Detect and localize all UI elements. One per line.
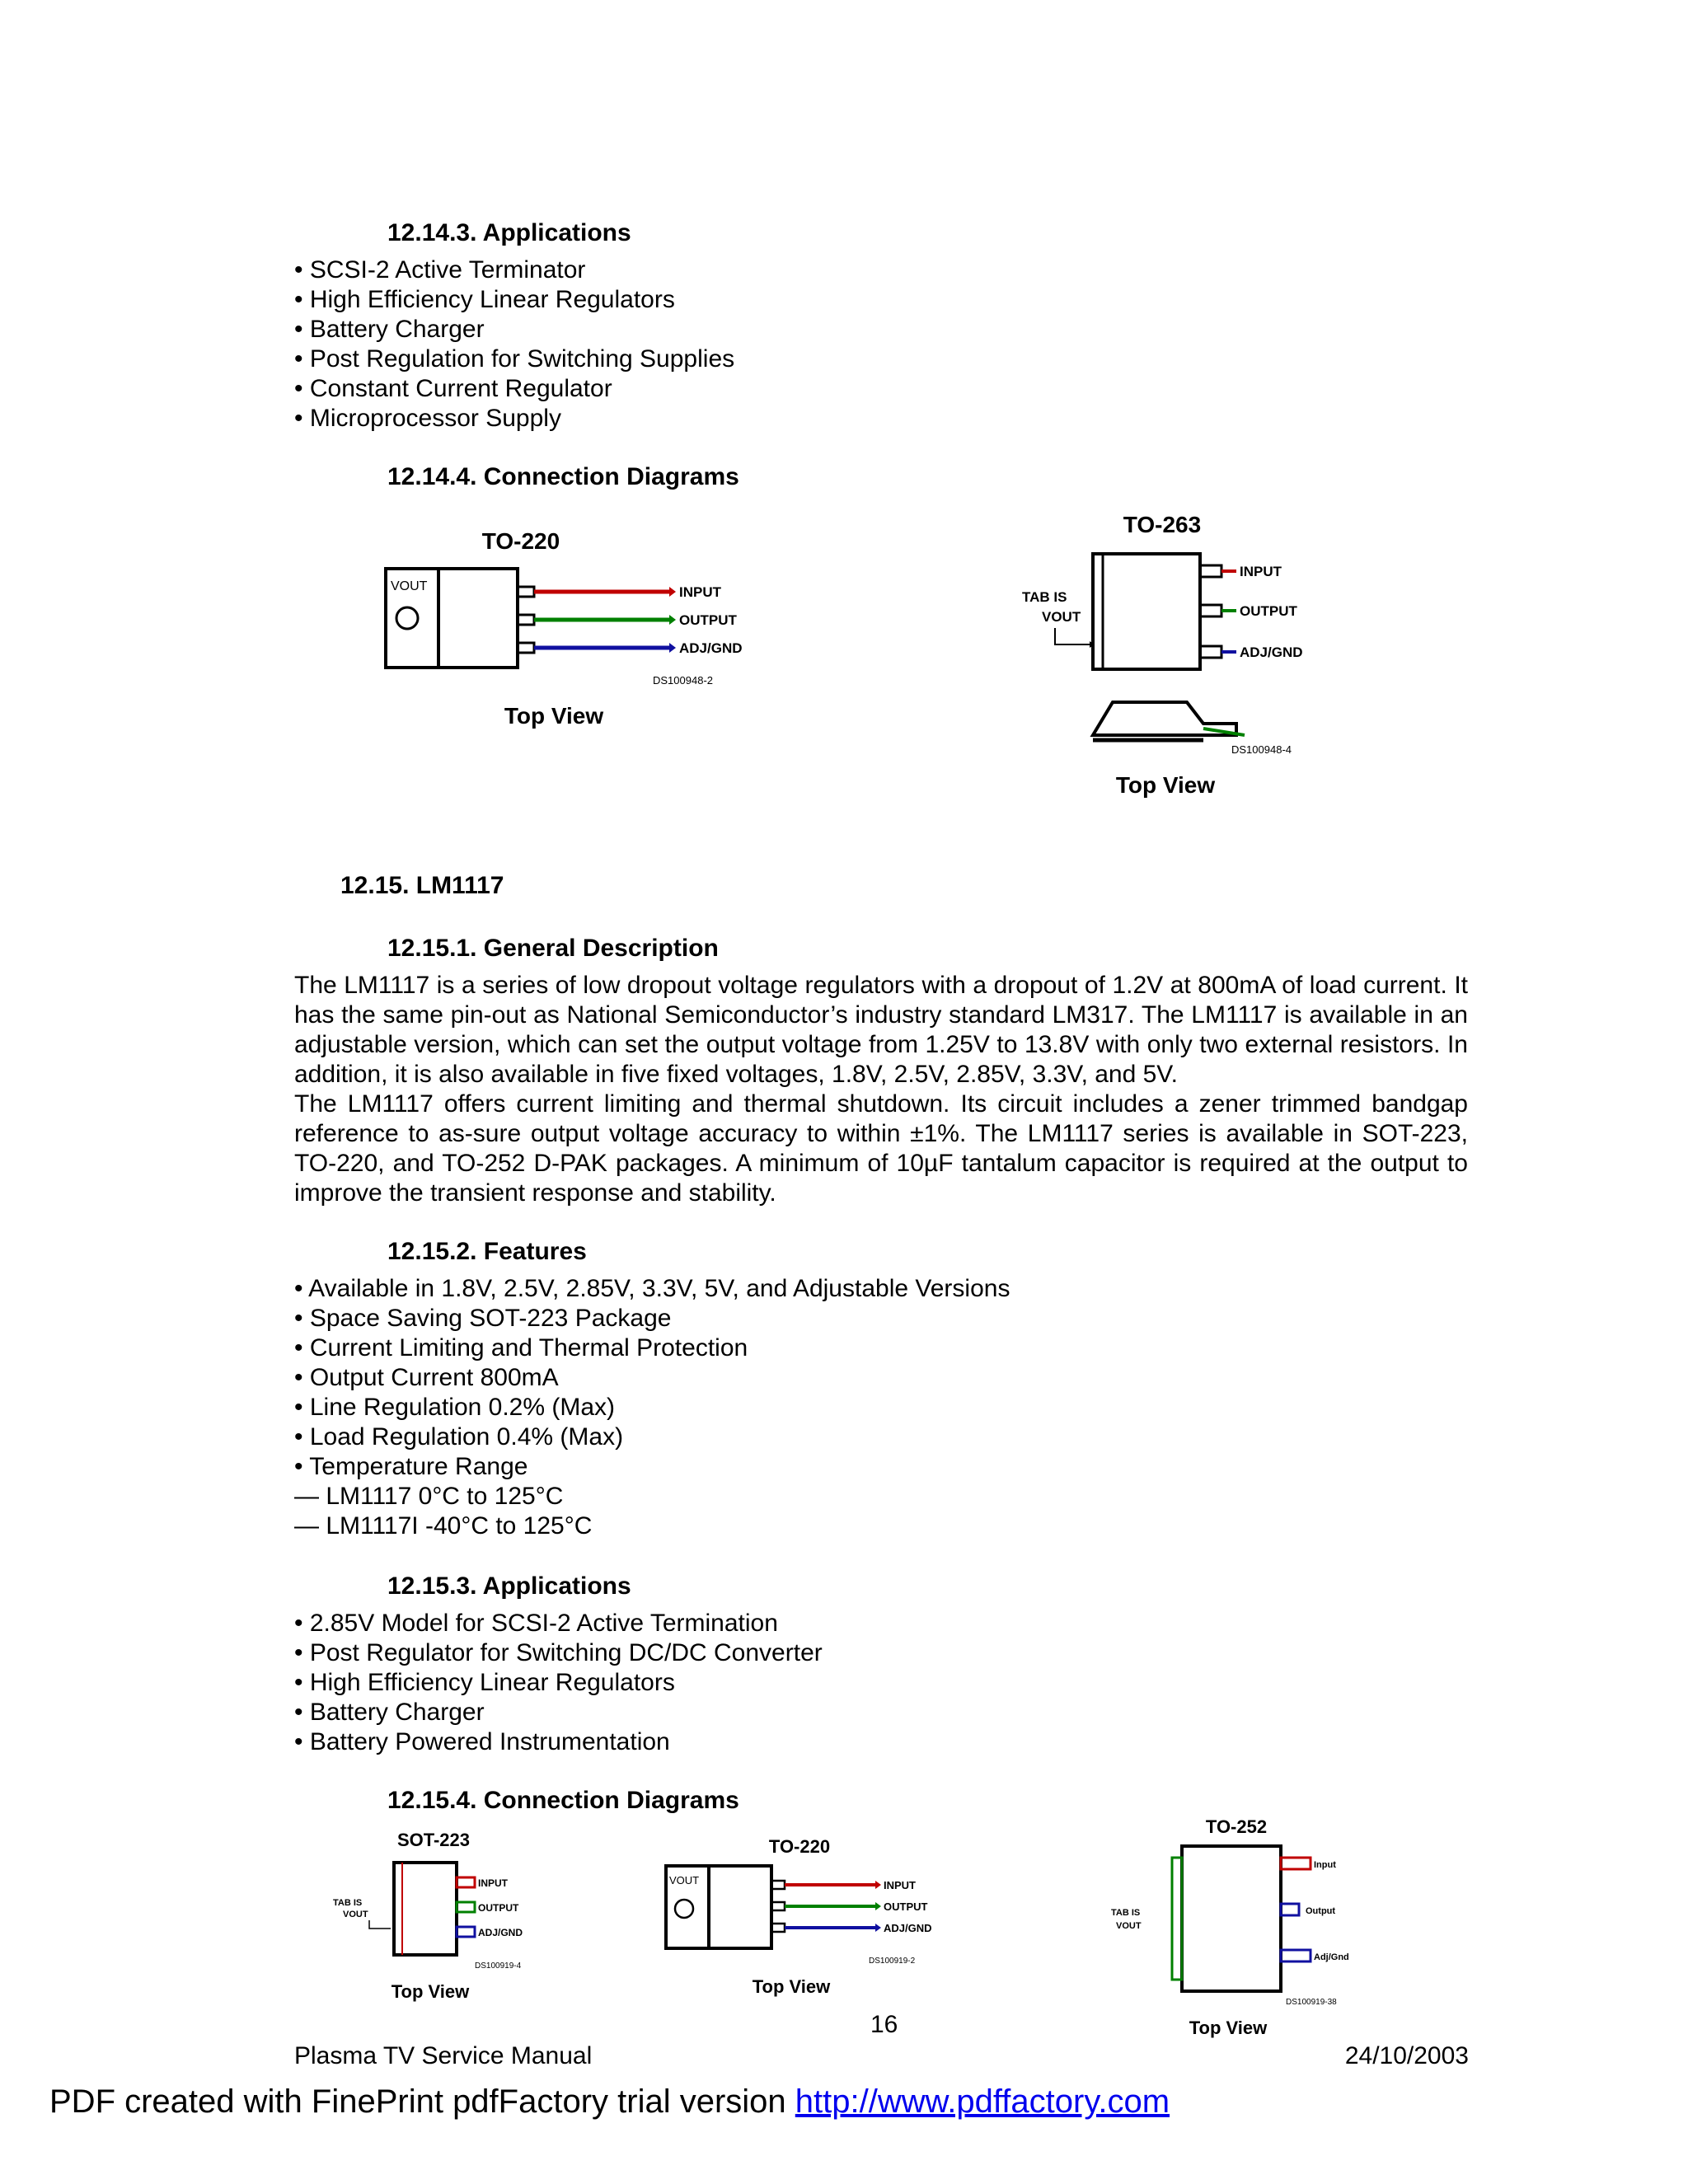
pin-label: Adj/Gnd xyxy=(1314,1952,1349,1962)
pin-label: ADJ/GND xyxy=(478,1927,523,1938)
to263-side-profile xyxy=(1093,702,1245,740)
pin-label: OUTPUT xyxy=(478,1902,519,1914)
applications-list-12-15-3 xyxy=(294,1609,823,1757)
list-item: • Line Regulation 0.2% (Max) xyxy=(294,1394,616,1421)
list-item: • 2.85V Model for SCSI-2 Active Termination xyxy=(294,1610,778,1637)
list-item: — LM1117 0°C to 125°C xyxy=(294,1483,564,1510)
footer-right: 24/10/2003 xyxy=(1344,2042,1469,2069)
pin-label: ADJ/GND xyxy=(884,1922,932,1934)
to220-pin-output xyxy=(518,615,676,625)
to220-tab-label: VOUT xyxy=(391,579,428,593)
tab-label: TAB IS xyxy=(1111,1908,1141,1918)
to252-title: TO-252 xyxy=(1205,1816,1268,1837)
to263-body xyxy=(1093,554,1200,669)
top-view-caption: Top View xyxy=(391,1981,470,2002)
to220-pin-input xyxy=(518,587,676,597)
drawing-code: DS100919-2 xyxy=(869,1957,916,1966)
tab-label: TAB IS xyxy=(333,1898,363,1908)
pin-label: INPUT xyxy=(884,1879,916,1891)
pin-label: OUTPUT xyxy=(884,1900,928,1913)
list-item: • Post Regulator for Switching DC/DC Converter xyxy=(294,1639,823,1666)
pin-label: INPUT xyxy=(1240,564,1282,579)
list-item: • Post Regulation for Switching Supplies xyxy=(294,345,735,373)
heading-12-15-4: 12.15.4. Connection Diagrams xyxy=(387,1787,739,1814)
to252-pin-input xyxy=(1281,1858,1311,1869)
list-item: • Constant Current Regulator xyxy=(294,375,612,402)
top-view-caption: Top View xyxy=(1189,2018,1268,2038)
paragraph: The LM1117 offers current limiting and thermal shutdown. Its circuit includes a zener trimmed bandgap reference to as-sure output voltage accuracy to within ±1%. The LM1117 series is available in SOT-223, TO-220, and TO-252 D-PAK packages. A minimum of 10µF tantalum capacitor is required at the output to improve the transient response and stability. xyxy=(294,1090,1468,1207)
top-view-caption: Top View xyxy=(752,1976,831,1997)
to220-pin-input xyxy=(771,1881,881,1889)
list-item: — LM1117I -40°C to 125°C xyxy=(294,1512,593,1540)
to220-tab-label: VOUT xyxy=(669,1874,700,1886)
sot223-pin-output xyxy=(457,1902,475,1912)
heading-12-15-2: 12.15.2. Features xyxy=(387,1238,587,1265)
list-item: • Available in 1.8V, 2.5V, 2.85V, 3.3V, 5V, and Adjustable Versions xyxy=(294,1275,1010,1302)
to220-title: TO-220 xyxy=(768,1836,831,1857)
list-item: • Temperature Range xyxy=(294,1453,528,1480)
list-item: • Current Limiting and Thermal Protection xyxy=(294,1334,748,1361)
footer-left: Plasma TV Service Manual xyxy=(294,2042,593,2069)
list-item: • Battery Charger xyxy=(294,1699,485,1726)
to220-pin-adj xyxy=(771,1924,881,1932)
top-view-caption: Top View xyxy=(1115,772,1216,798)
drawing-code: DS100919-4 xyxy=(475,1961,522,1971)
to263-pin-output xyxy=(1200,605,1236,616)
tab-label: VOUT xyxy=(1116,1921,1142,1931)
to220-diagram-lower xyxy=(659,1833,956,2006)
list-item: • Battery Powered Instrumentation xyxy=(294,1728,670,1755)
list-item: • High Efficiency Linear Regulators xyxy=(294,1669,675,1696)
pin-label: Output xyxy=(1306,1906,1336,1916)
page-number: 16 xyxy=(870,2011,898,2038)
to220-title: TO-220 xyxy=(481,528,560,554)
to263-pin-input xyxy=(1200,565,1236,577)
pin-label: ADJ/GND xyxy=(679,640,743,656)
pin-label: OUTPUT xyxy=(1240,603,1297,619)
tab-label: TAB IS xyxy=(1022,589,1067,605)
list-item: • High Efficiency Linear Regulators xyxy=(294,286,675,313)
drawing-code: DS100948-4 xyxy=(1231,743,1292,756)
features-list xyxy=(294,1274,1010,1541)
list-item: • SCSI-2 Active Terminator xyxy=(294,256,586,284)
general-description xyxy=(294,971,1468,1208)
to263-title: TO-263 xyxy=(1123,512,1202,537)
to252-pin-adj xyxy=(1281,1950,1311,1961)
sot223-diagram xyxy=(326,1826,557,2008)
heading-12-14-4: 12.14.4. Connection Diagrams xyxy=(387,463,739,490)
to252-body xyxy=(1182,1846,1281,1991)
to220-pin-adj xyxy=(518,643,676,653)
list-item: • Battery Charger xyxy=(294,316,485,343)
pdffactory-link[interactable]: http://www.pdffactory.com xyxy=(795,2083,1170,2120)
sot223-pin-input xyxy=(457,1877,475,1887)
list-item: • Microprocessor Supply xyxy=(294,405,561,432)
drawing-code: DS100919-38 xyxy=(1286,1998,1337,2007)
paragraph: The LM1117 is a series of low dropout voltage regulators with a dropout of 1.2V at 800mA of load current. It has the same pin-out as National Semiconductor’s industry standard LM317. The LM1117 is available in an adjustable version, which can set the output voltage from 1.25V to 13.8V with only two external resistors. In addition, it is also available in five fixed voltages, 1.8V, 2.5V, 2.85V, 3.3V, and 5V. xyxy=(294,972,1468,1088)
tab-label: VOUT xyxy=(343,1910,368,1919)
sot223-pin-adj xyxy=(457,1927,475,1937)
pin-label: ADJ/GND xyxy=(1240,644,1303,660)
tab-label: VOUT xyxy=(1042,609,1081,625)
heading-12-15-1: 12.15.1. General Description xyxy=(387,935,719,962)
to263-pin-adj xyxy=(1200,646,1236,658)
heading-12-15-3: 12.15.3. Applications xyxy=(387,1572,631,1600)
to252-diagram xyxy=(1104,1813,1360,2044)
pdf-banner xyxy=(49,2083,1170,2121)
top-view-caption: Top View xyxy=(504,703,604,729)
list-item: • Output Current 800mA xyxy=(294,1364,559,1391)
pdf-banner-text: PDF created with FinePrint pdfFactory trial version xyxy=(49,2083,795,2120)
to252-pin-output xyxy=(1281,1904,1299,1915)
to220-pin-output xyxy=(771,1902,881,1910)
pin-label: INPUT xyxy=(679,584,721,600)
sot223-body xyxy=(394,1863,457,1955)
drawing-code: DS100948-2 xyxy=(653,674,713,687)
applications-list-12-14-3 xyxy=(294,255,734,434)
pin-label: Input xyxy=(1314,1860,1336,1870)
heading-12-14-3: 12.14.3. Applications xyxy=(387,219,631,246)
to220-diagram xyxy=(381,513,743,743)
list-item: • Load Regulation 0.4% (Max) xyxy=(294,1423,624,1451)
heading-12-15: 12.15. LM1117 xyxy=(340,872,504,899)
to263-diagram xyxy=(1014,504,1360,809)
pin-label: INPUT xyxy=(478,1877,508,1889)
list-item: • Space Saving SOT-223 Package xyxy=(294,1305,672,1332)
pin-label: OUTPUT xyxy=(679,612,737,628)
sot223-title: SOT-223 xyxy=(396,1830,471,1850)
